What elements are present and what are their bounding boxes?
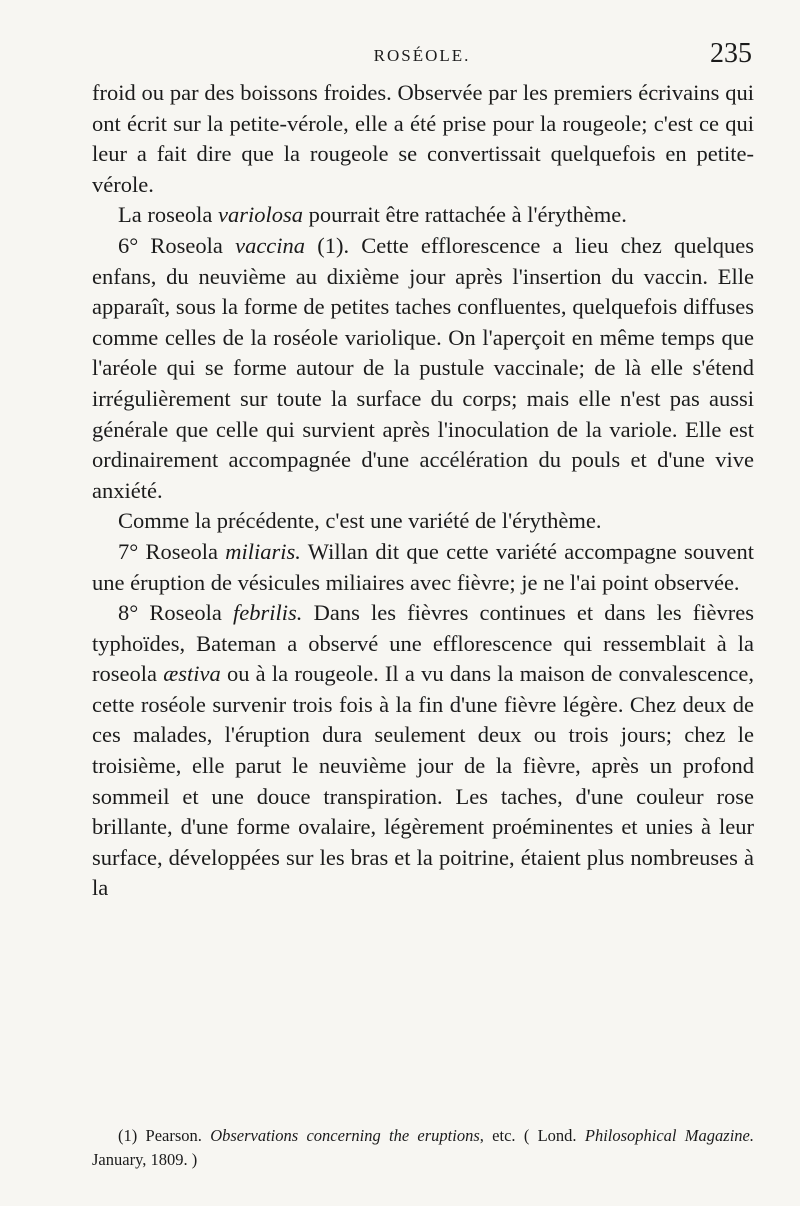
text-span: La roseola bbox=[118, 202, 218, 228]
paragraph-variete-erytheme: Comme la précédente, c'est une variété de l'érythème. bbox=[118, 508, 602, 534]
text-span: ou à la rougeole. Il a vu dans la maison de convalescence, cette roséole survenir trois fois à la fin d'une fièvre légère. Chez deux de ces malades, l'éruption dura seulement deux ou trois jours; chez le troisième, elle parut le neuvième jour de la fièvre, après un profond sommeil et une douce transpiration. Les taches, d'une couleur rose brillante, d'une forme ovalaire, légèrement proéminentes et unies à leur surface, développées sur les bras et la poitrine, étaient plus nombreuses à la bbox=[92, 661, 754, 901]
text-span: Dans les fièvres continues et dans les fièvres typhoïdes, Bateman a observé une efflorescence qui ressemblait à la roseola bbox=[92, 600, 754, 687]
footnote-title: Observations concerning the eruptions bbox=[210, 1126, 480, 1145]
footnote-author: (1) Pearson. bbox=[118, 1126, 211, 1145]
footnote-text bbox=[92, 1124, 754, 1172]
text-span: pourrait être rattachée à l'érythème. bbox=[302, 202, 627, 228]
text-span: 7° Roseola bbox=[118, 538, 226, 564]
running-head: ROSÉOLE. bbox=[373, 46, 471, 65]
text-span: Willan dit que cette variété accompagne souvent une éruption de vésicules miliaires avec fièvre; je ne l'ai point observée. bbox=[92, 538, 754, 595]
italic-term: miliaris. bbox=[225, 538, 301, 564]
italic-term: æstiva bbox=[163, 661, 221, 687]
paragraph-continuation: froid ou par des boissons froides. Observée par les premiers écrivains qui ont écrit sur la petite-vérole, elle a été prise pour la rougeole; c'est ce qui leur a fait dire que la rougeole se convertissait quelquefois en petite-vérole. bbox=[92, 80, 754, 197]
paragraph-roseola-vaccina bbox=[92, 231, 754, 506]
italic-term: febrilis. bbox=[233, 600, 303, 626]
footnote-date: January, 1809. ) bbox=[92, 1150, 198, 1169]
text-span: 8° Roseola bbox=[118, 600, 234, 626]
footnote-journal: Philosophical Magazine. bbox=[584, 1126, 755, 1145]
paragraph-roseola-miliaris bbox=[92, 537, 754, 598]
paragraph-roseola-variolosa bbox=[92, 200, 754, 231]
page-number: 235 bbox=[710, 38, 752, 69]
page-header bbox=[92, 38, 752, 78]
text-span: 6° Roseola bbox=[118, 232, 236, 258]
italic-term: vaccina bbox=[235, 232, 306, 258]
paragraph-roseola-febrilis bbox=[92, 598, 754, 904]
italic-term: variolosa bbox=[217, 202, 303, 228]
footnote bbox=[92, 1124, 754, 1172]
footnote-middle: , etc. ( Lond. bbox=[479, 1126, 585, 1145]
body-text bbox=[92, 78, 754, 904]
text-span: (1). Cette efflorescence a lieu chez quelques enfans, du neuvième au dixième jour après l'insertion du vaccin. Elle apparaît, sous la forme de petites taches confluentes, quelquefois diffuses comme celles de la roséole variolique. On l'aperçoit en même temps que l'aréole qui se forme autour de la pustule vaccinale; de là elle s'étend irrégulièrement sur toute la surface du corps; mais elle n'est pas aussi générale que celle qui survient après l'inoculation de la variole. Elle est ordinairement accompagnée d'une accélération du pouls et d'une vive anxiété. bbox=[92, 232, 754, 503]
